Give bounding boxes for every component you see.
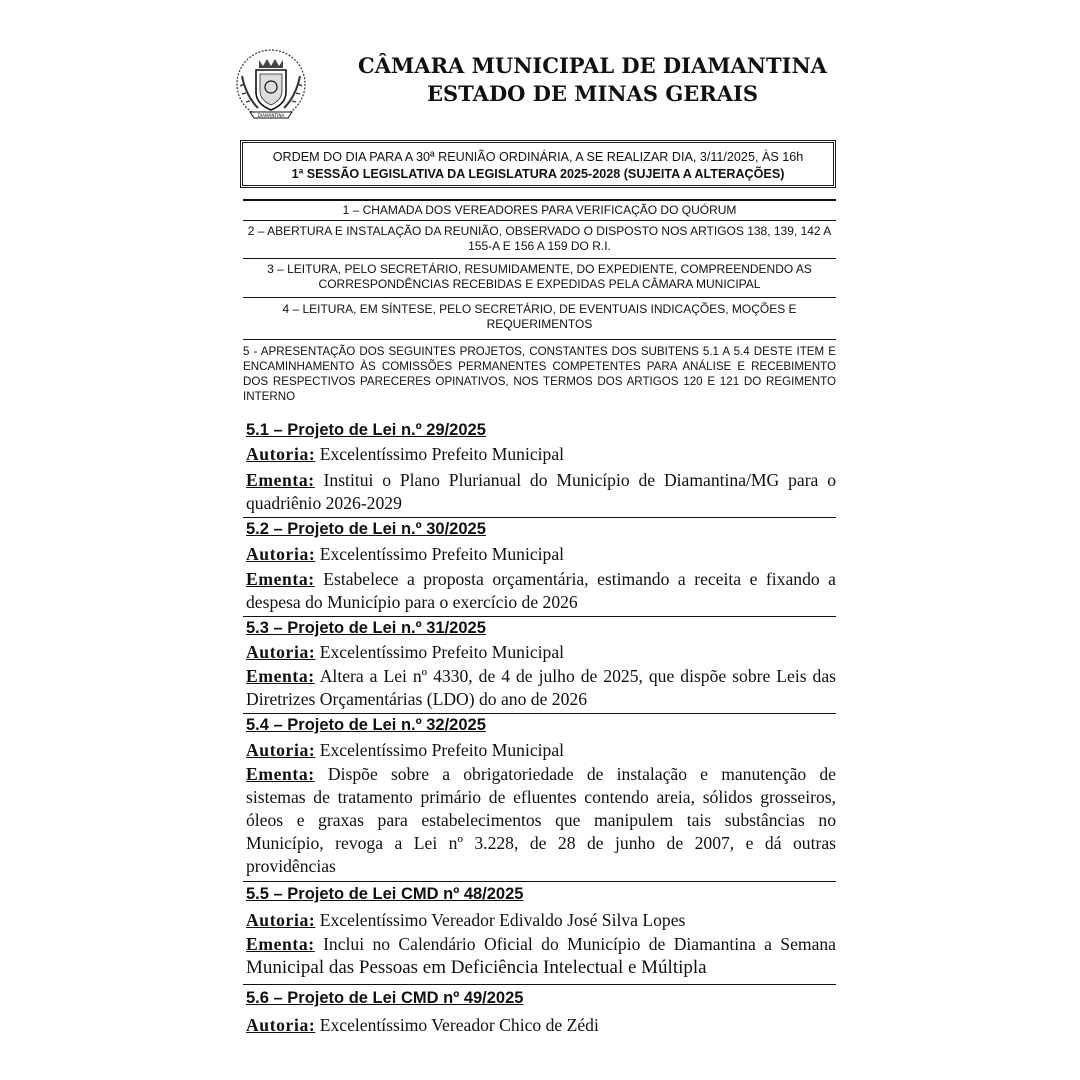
autoria-value: Excelentíssimo Prefeito Municipal <box>319 740 565 760</box>
divider <box>243 339 836 340</box>
autoria-value: Excelentíssimo Vereador Edivaldo José Silva Lopes <box>319 910 686 930</box>
project-5-2-ementa-1 <box>246 568 836 590</box>
divider <box>243 713 836 714</box>
ementa-text: Inclui no Calendário Oficial do Município de Diamantina a Semana <box>323 934 836 954</box>
section-4-line-2: REQUERIMENTOS <box>486 317 593 331</box>
project-5-5-autoria <box>246 909 836 931</box>
divider <box>243 199 836 201</box>
header-line-1: CÂMARA MUNICIPAL DE DIAMANTINA <box>358 53 827 78</box>
project-5-4-autoria <box>246 739 836 761</box>
project-5-4-ementa-1 <box>246 763 836 785</box>
autoria-label: Autoria: <box>246 544 316 564</box>
crest-banner-text: DIAMANTINA <box>257 113 285 118</box>
ementa-text: Altera a Lei nº 4330, de 4 de julho de 2025, que dispõe sobre Leis das <box>319 666 836 686</box>
project-5-3-autoria <box>246 641 836 663</box>
section-3-line-1: 3 – LEITURA, PELO SECRETÁRIO, RESUMIDAMENTE, DO EXPEDIENTE, COMPREENDENDO AS <box>267 262 812 276</box>
section-2-line-1: 2 – ABERTURA E INSTALAÇÃO DA REUNIÃO, OBSERVADO O DISPOSTO NOS ARTIGOS 138, 139, 142 A <box>247 224 832 238</box>
project-5-5-heading: 5.5 – Projeto de Lei CMD nº 48/2025 <box>246 885 524 903</box>
autoria-label: Autoria: <box>246 1015 316 1035</box>
section-5: 5 - APRESENTAÇÃO DOS SEGUINTES PROJETOS, CONSTANTES DOS SUBITENS 5.1 A 5.4 DESTE ITEM E ENCAMINHAMENTO ÀS COMISSÕES PERMANENTES COMPETENTES PARA ANÁLISE E RECEBIMENTO DOS RESPECTIVOS PARECERES OPINATIVOS, NOS TERMOS DOS ARTIGOS 120 E 121 DO REGIMENTO INTERNO <box>243 345 836 403</box>
section-1: 1 – CHAMADA DOS VEREADORES PARA VERIFICAÇÃO DO QUÓRUM <box>342 203 737 217</box>
order-title-line-2: 1ª SESSÃO LEGISLATIVA DA LEGISLATURA 2025-2028 (SUJEITA A ALTERAÇÕES) <box>291 167 785 181</box>
ementa-label: Ementa: <box>246 666 315 686</box>
section-4-line-1: 4 – LEITURA, EM SÍNTESE, PELO SECRETÁRIO, DE EVENTUAIS INDICAÇÕES, MOÇÕES E <box>282 302 797 316</box>
ementa-text: Estabelece a proposta orçamentária, estimando a receita e fixando a <box>323 569 836 589</box>
project-5-3-ementa-2: Diretrizes Orçamentárias (LDO) do ano de 2026 <box>246 689 587 709</box>
section-2 <box>243 224 836 254</box>
autoria-label: Autoria: <box>246 444 316 464</box>
divider <box>243 881 836 882</box>
project-5-6-autoria <box>246 1014 836 1036</box>
ementa-label: Ementa: <box>246 764 315 784</box>
project-5-1-ementa-1 <box>246 469 836 491</box>
project-5-6-heading: 5.6 – Projeto de Lei CMD nº 49/2025 <box>246 989 524 1007</box>
project-5-4-ementa-5: providências <box>246 856 336 876</box>
project-5-1-heading: 5.1 – Projeto de Lei n.º 29/2025 <box>246 421 486 439</box>
autoria-label: Autoria: <box>246 642 316 662</box>
project-5-4-ementa-3: óleos e graxas para estabelecimentos que manipulem tais substâncias no <box>246 810 836 830</box>
ementa-text: Institui o Plano Plurianual do Município de Diamantina/MG para o <box>323 470 836 490</box>
project-5-1-autoria <box>246 443 836 465</box>
divider <box>243 297 836 298</box>
section-2-line-2: 155-A E 156 A 159 DO R.I. <box>468 239 611 253</box>
document-header <box>330 52 855 108</box>
autoria-value: Excelentíssimo Prefeito Municipal <box>319 544 565 564</box>
project-5-3-heading: 5.3 – Projeto de Lei n.º 31/2025 <box>246 619 486 637</box>
autoria-label: Autoria: <box>246 910 316 930</box>
divider <box>243 258 836 259</box>
divider <box>243 616 836 617</box>
project-5-5-ementa-1 <box>246 933 836 955</box>
autoria-value: Excelentíssimo Prefeito Municipal <box>319 444 565 464</box>
project-5-2-ementa-2: despesa do Município para o exercício de 2026 <box>246 592 578 612</box>
divider <box>243 984 836 985</box>
ementa-label: Ementa: <box>246 569 315 589</box>
order-title-box <box>240 140 836 188</box>
autoria-label: Autoria: <box>246 740 316 760</box>
ementa-label: Ementa: <box>246 470 315 490</box>
header-line-2: ESTADO DE MINAS GERAIS <box>427 81 758 106</box>
project-5-3-ementa-1 <box>246 665 836 687</box>
autoria-value: Excelentíssimo Prefeito Municipal <box>319 642 565 662</box>
project-5-4-ementa-2: sistemas de tratamento primário de efluentes contendo areia, sólidos grosseiros, <box>246 787 836 807</box>
order-title-line-1: ORDEM DO DIA PARA A 30ª REUNIÃO ORDINÁRIA, A SE REALIZAR DIA, 3/11/2025, ÀS 16h <box>272 150 804 164</box>
divider <box>243 220 836 221</box>
project-5-4-heading: 5.4 – Projeto de Lei n.º 32/2025 <box>246 716 486 734</box>
section-4 <box>243 302 836 332</box>
project-5-1-ementa-2: quadriênio 2026-2029 <box>246 493 402 513</box>
autoria-value: Excelentíssimo Vereador Chico de Zédi <box>319 1015 599 1035</box>
section-3-line-2: CORRESPONDÊNCIAS RECEBIDAS E EXPEDIDAS PELA CÂMARA MUNICIPAL <box>318 277 761 291</box>
ementa-label: Ementa: <box>246 934 315 954</box>
project-5-2-heading: 5.2 – Projeto de Lei n.º 30/2025 <box>246 520 486 538</box>
project-5-4-ementa-4: Município, revoga a Lei nº 3.228, de 28 de junho de 2007, e dá outras <box>246 833 836 853</box>
project-5-2-autoria <box>246 543 836 565</box>
ementa-text: Dispõe sobre a obrigatoriedade de instalação e manutenção de <box>327 764 836 784</box>
municipal-crest-icon <box>232 46 310 124</box>
section-3 <box>243 262 836 292</box>
project-5-5-ementa-2: Municipal das Pessoas em Deficiência Intelectual e Múltipla <box>246 957 707 978</box>
divider <box>243 517 836 518</box>
